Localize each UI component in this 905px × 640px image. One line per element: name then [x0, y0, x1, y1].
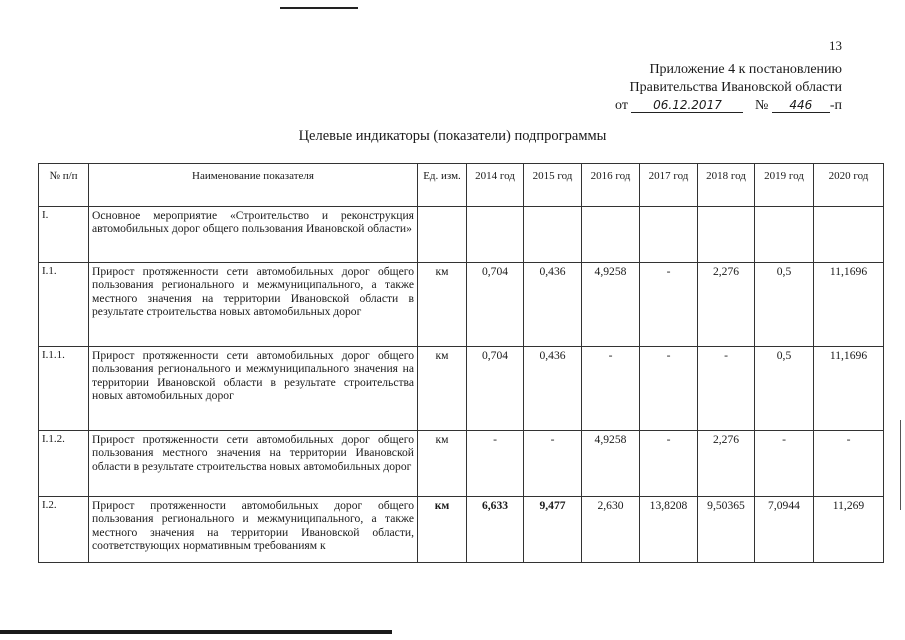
cell-2017: -	[640, 263, 698, 347]
header-rule	[280, 7, 358, 9]
cell-2019	[755, 207, 814, 263]
cell-2016: 2,630	[582, 497, 640, 563]
header-unit: Ед. изм.	[418, 164, 467, 207]
cell-2017: 13,8208	[640, 497, 698, 563]
cell-2014: -	[467, 431, 524, 497]
row-num: I.1.2.	[39, 431, 89, 497]
cell-2019: -	[755, 431, 814, 497]
cell-2020	[814, 207, 884, 263]
cell-2015: 9,477	[524, 497, 582, 563]
appendix-date-line	[615, 97, 842, 115]
page-title: Целевые индикаторы (показатели) подпрограммы	[298, 128, 607, 144]
cell-2016: -	[582, 347, 640, 431]
row-num: I.2.	[39, 497, 89, 563]
row-unit: км	[418, 431, 467, 497]
row-num: I.1.1.	[39, 347, 89, 431]
cell-2014: 0,704	[467, 347, 524, 431]
row-name: Прирост протяженности сети автомобильных дорог общего пользования регионального и межмуниципального значения на территории Ивановской области в результате строительства новых автомобильных дорог	[89, 347, 418, 431]
cell-2018	[698, 207, 755, 263]
table-header-row	[39, 164, 884, 207]
cell-2015: -	[524, 431, 582, 497]
row-name: Прирост протяженности сети автомобильных дорог общего пользования регионального и межмуниципального, а также местного значения на территории Ивановской области в результате строительства новых автомобильных дорог	[89, 263, 418, 347]
appendix-block	[615, 61, 842, 115]
footer-rule	[0, 630, 392, 634]
cell-2019: 7,0944	[755, 497, 814, 563]
header-2016: 2016 год	[582, 164, 640, 207]
cell-2016: 4,9258	[582, 263, 640, 347]
cell-2015	[524, 207, 582, 263]
cell-2014: 6,633	[467, 497, 524, 563]
cell-2019: 0,5	[755, 263, 814, 347]
table-row	[39, 263, 884, 347]
row-name: Основное мероприятие «Строительство и реконструкция автомобильных дорог общего пользования Ивановской области»	[89, 207, 418, 263]
cell-2018: 9,50365	[698, 497, 755, 563]
cell-2014: 0,704	[467, 263, 524, 347]
row-name: Прирост протяженности сети автомобильных дорог общего пользования местного значения на территории Ивановской области в результате строительства новых автомобильных дорог	[89, 431, 418, 497]
header-2014: 2014 год	[467, 164, 524, 207]
header-name: Наименование показателя	[89, 164, 418, 207]
number-suffix: -п	[829, 98, 842, 113]
scan-edge-mark	[900, 420, 901, 510]
row-unit: км	[418, 347, 467, 431]
cell-2015: 0,436	[524, 263, 582, 347]
row-num: I.1.	[39, 263, 89, 347]
cell-2020: 11,1696	[814, 263, 884, 347]
appendix-line-1: Приложение 4 к постановлению	[649, 62, 842, 77]
number-label: №	[754, 98, 769, 113]
appendix-line-2: Правительства Ивановской области	[629, 80, 842, 95]
header-2015: 2015 год	[524, 164, 582, 207]
cell-2018: 2,276	[698, 263, 755, 347]
cell-2017	[640, 207, 698, 263]
header-2019: 2019 год	[755, 164, 814, 207]
cell-2020: -	[814, 431, 884, 497]
cell-2016: 4,9258	[582, 431, 640, 497]
table-row	[39, 431, 884, 497]
table-row	[39, 497, 884, 563]
cell-2017: -	[640, 431, 698, 497]
cell-2018: 2,276	[698, 431, 755, 497]
row-unit	[418, 207, 467, 263]
date-prefix: от	[615, 98, 628, 113]
date-value: 06.12.2017	[631, 98, 743, 113]
number-value: 446	[772, 98, 830, 113]
cell-2020: 11,269	[814, 497, 884, 563]
cell-2019: 0,5	[755, 347, 814, 431]
row-unit: км	[418, 497, 467, 563]
cell-2018: -	[698, 347, 755, 431]
header-2018: 2018 год	[698, 164, 755, 207]
table-row	[39, 207, 884, 263]
cell-2016	[582, 207, 640, 263]
cell-2017: -	[640, 347, 698, 431]
row-unit: км	[418, 263, 467, 347]
table-row	[39, 347, 884, 431]
header-2017: 2017 год	[640, 164, 698, 207]
header-num: № п/п	[39, 164, 89, 207]
indicators-table	[38, 163, 884, 563]
cell-2020: 11,1696	[814, 347, 884, 431]
page-number: 13	[829, 38, 842, 53]
row-name: Прирост протяженности автомобильных дорог общего пользования регионального и межмуниципального, а также местного значения на территории Ивановской области, соответствующих нормативным требованиям к	[89, 497, 418, 563]
row-num: I.	[39, 207, 89, 263]
cell-2015: 0,436	[524, 347, 582, 431]
header-2020: 2020 год	[814, 164, 884, 207]
cell-2014	[467, 207, 524, 263]
